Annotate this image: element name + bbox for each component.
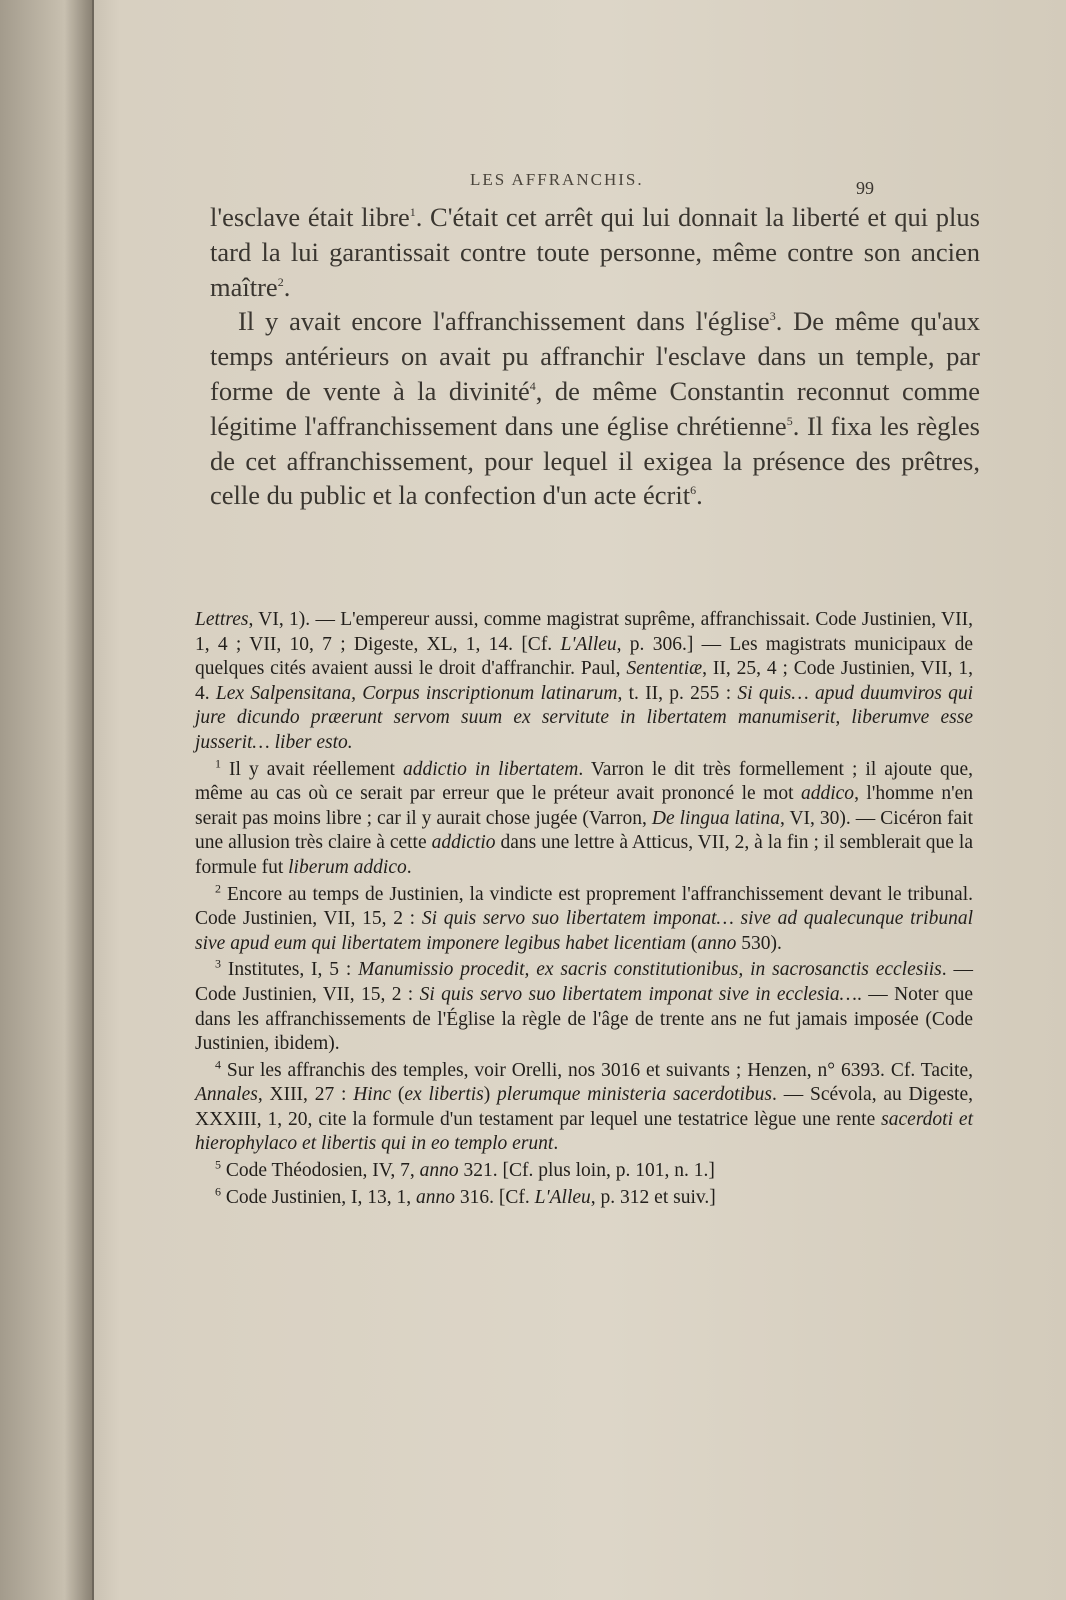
note-reference: 2 (215, 881, 221, 896)
text-run: . — Scévola, au Digeste, XXXIII, 1, 20, cite la formule d'un testament par lequel une testatrice lègue une rente (195, 1084, 973, 1130)
text-run: Sur les affranchis des temples, voir Orelli, nos 3016 et suivants ; Henzen, n° 6393. Cf. Tacite, (221, 1059, 973, 1081)
text-run: ) (483, 1084, 498, 1106)
text-run: . (406, 856, 412, 878)
text-run: . C'était cet arrêt qui lui donnait la liberté et qui plus tard la lui garantissait contre toute personne, même contre son ancien maître (210, 202, 980, 302)
text-run: . (696, 480, 703, 511)
italic-run: L'Alleu (560, 633, 617, 655)
footnote (195, 883, 973, 957)
italic-run: Hinc (353, 1084, 392, 1106)
text-run: . Il fixa les règles de cet affranchissement, pour lequel il exigea la présence des prêtres, celle du public et la confection d'un acte écrit (210, 410, 980, 511)
book-page (100, 60, 1000, 1580)
text-run: 321. [Cf. plus loin, p. 101, n. 1.] (458, 1160, 715, 1182)
italic-run: Lex Salpensitana, Corpus inscriptionum latinarum (215, 682, 618, 704)
text-run: , II, 25, 4 ; Code Justinien, VII, 1, 4. (195, 658, 973, 704)
text-run: . — Code Justinien, VII, 15, 2 : (195, 959, 973, 1005)
note-reference: 1 (215, 756, 221, 771)
italic-run: addictio (431, 832, 496, 854)
italic-run: sacerdoti et hierophylaco et libertis qui in eo templo erunt (195, 1108, 974, 1155)
body-paragraph (210, 304, 980, 513)
italic-run: addico (800, 783, 855, 805)
page-number: 99 (856, 178, 874, 198)
main-text (210, 200, 980, 513)
text-run: . (283, 271, 291, 302)
italic-run: Sententiæ (626, 658, 703, 680)
text-run: Encore au temps de Justinien, la vindicte est proprement l'affranchissement devant le tribunal. Code Justinien, VII, 15, 2 : (195, 883, 973, 930)
text-run: . — Noter que dans les affranchissements de l'Église la règle de l'âge de trente ans ne fut jamais imposée (Code Justinien, ibidem). (195, 983, 973, 1055)
text-run: ( (391, 1084, 405, 1106)
italic-run: Si quis servo suo libertatem imponat… sive ad qualecunque tribunal sive apud eum qui libertatem imponere legibus habet licentiam (195, 908, 973, 954)
text-run: l'esclave était libre (210, 202, 410, 232)
text-run: Il y avait encore l'affranchissement dans l'église (238, 306, 770, 337)
text-run: Code Justinien, I, 13, 1, (221, 1186, 416, 1208)
text-run: , de même Constantin reconnut comme légitime l'affranchissement dans une église chrétienne (210, 375, 980, 441)
note-reference: 3 (215, 956, 221, 971)
running-title: LES AFFRANCHIS. (470, 170, 644, 189)
body-paragraph (210, 200, 980, 304)
note-reference: 1 (409, 205, 416, 220)
italic-run: Si quis… apud duumviros qui jure dicundo præerunt servom suum ex servitute in libertatem manumiserit, liberumve esse jusserit… liber esto. (195, 682, 974, 753)
italic-run: plerumque ministeria sacerdotibus (497, 1084, 773, 1106)
footnote (195, 1159, 973, 1184)
facing-page-edge (0, 0, 94, 1600)
text-run: , VI, 1). — L'empereur aussi, comme magistrat suprême, affranchissait. Code Justinien, VII, 1, 4 ; VII, 10, 7 ; Digeste, XL, 1, 14. [Cf. (195, 609, 973, 655)
text-run: , p. 312 et suiv.] (590, 1186, 716, 1208)
italic-run: Lettres (195, 609, 249, 630)
italic-run: addictio in libertatem (403, 758, 579, 780)
text-run: . (553, 1133, 559, 1155)
note-reference: 6 (690, 483, 697, 498)
footnote (195, 758, 973, 881)
text-run: 530). (736, 932, 782, 954)
footnote (195, 1186, 973, 1211)
text-run: Il y avait réellement (221, 758, 404, 780)
footnote (195, 1059, 973, 1157)
note-reference: 3 (769, 309, 776, 324)
note-reference: 2 (277, 274, 284, 289)
italic-run: Manumissio procedit, ex sacris constitutionibus, in sacrosanctis ecclesiis (358, 959, 942, 981)
text-run: , VI, 30). — Cicéron fait une allusion très claire à cette (195, 807, 973, 854)
text-run: . Varron le dit très formellement ; il ajoute que, même au cas où ce serait par erreur que le préteur avait prononcé le mot (195, 758, 973, 805)
footnote (195, 608, 973, 756)
text-run: , p. 306.] — Les magistrats municipaux de quelques cités avaient aussi le droit d'affranchir. Paul, (195, 633, 973, 680)
italic-run: L'Alleu (534, 1186, 591, 1208)
text-run: . De même qu'aux temps antérieurs on avait pu affranchir l'esclave dans un temple, par forme de vente à la divinité (210, 306, 980, 406)
italic-run: anno (416, 1186, 455, 1208)
note-reference: 5 (215, 1157, 221, 1172)
text-run: dans une lettre à Atticus, VII, 2, à la fin ; il semblerait que la formule fut (195, 832, 974, 878)
footnote (195, 958, 973, 1056)
text-run: , l'homme n'en serait pas moins libre ; car il y aurait chose jugée (Varron, (195, 783, 973, 829)
italic-run: Annales (195, 1084, 258, 1106)
text-run: ( (686, 932, 698, 954)
footnotes (195, 608, 973, 1212)
note-reference: 5 (786, 413, 793, 428)
italic-run: ex libertis (404, 1084, 484, 1106)
italic-run: De lingua latina (651, 807, 780, 829)
page-header (100, 170, 880, 200)
italic-run: liberum addico (288, 856, 407, 878)
note-reference: 4 (215, 1057, 221, 1072)
italic-run: Si quis servo suo libertatem imponat sive in ecclesia… (419, 983, 858, 1005)
text-run: , t. II, p. 255 : (617, 682, 738, 704)
text-run: 316. [Cf. (455, 1186, 535, 1208)
italic-run: anno (419, 1160, 459, 1182)
text-run: Institutes, I, 5 : (221, 959, 359, 981)
text-run: , XIII, 27 : (257, 1084, 354, 1106)
text-run: Code Théodosien, IV, 7, (221, 1160, 420, 1182)
note-reference: 4 (529, 379, 536, 394)
italic-run: anno (697, 932, 737, 954)
note-reference: 6 (215, 1184, 221, 1199)
